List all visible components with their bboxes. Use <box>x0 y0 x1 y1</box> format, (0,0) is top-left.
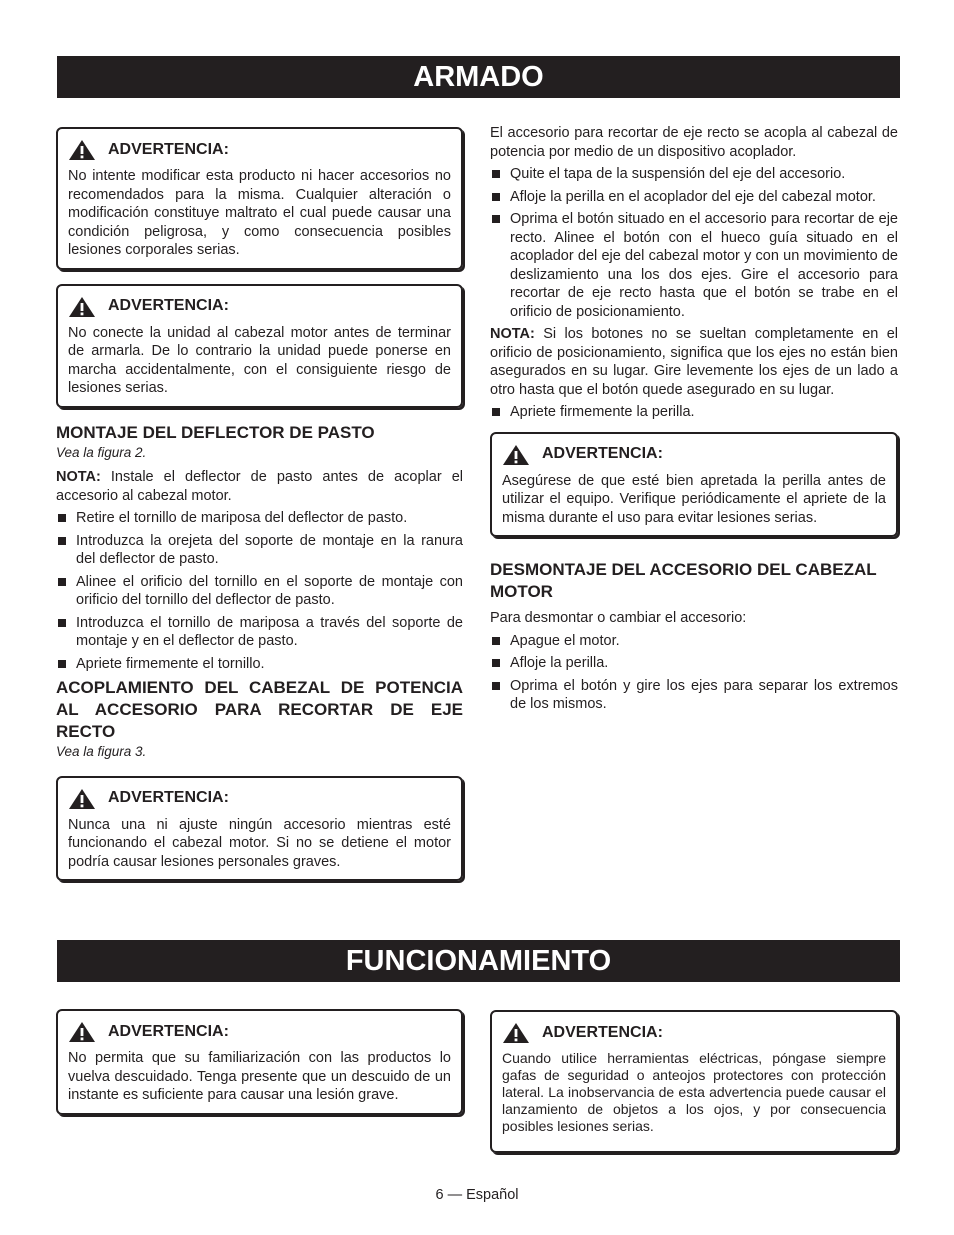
warning-triangle-icon <box>68 296 96 318</box>
bullet-list <box>56 509 463 673</box>
left-column <box>56 127 463 895</box>
warning-label: ADVERTENCIA: <box>542 1023 663 1041</box>
funcionamiento-left <box>56 1009 463 1129</box>
list-item: Introduzca la orejeta del soporte de montaje en la ranura del deflector de pasto. <box>56 532 463 569</box>
right-column <box>490 124 898 718</box>
warning-triangle-icon <box>502 1022 530 1044</box>
warning-label: ADVERTENCIA: <box>108 1022 229 1040</box>
warning-box <box>490 1010 898 1153</box>
warning-header <box>68 788 451 810</box>
bullet-square-icon <box>58 619 66 627</box>
note-paragraph <box>490 325 898 399</box>
bullet-square-icon <box>492 170 500 178</box>
bullet-square-icon <box>58 578 66 586</box>
warning-header <box>68 139 451 161</box>
bullet-square-icon <box>492 682 500 690</box>
warning-text: Nunca una ni ajuste ningún accesorio mientras esté funcionando el cabezal motor. Si no se detiene el motor podría causar lesiones personales graves. <box>68 816 451 870</box>
list-item: Oprima el botón situado en el accesorio para recortar de eje recto. Alinee el botón con el hueco guía situado en el acoplador del eje del cabezal motor y con un movimiento de deslizamiento una los dos ejes. Gire el accesorio para recortar de eje recto hasta que el botón se trabe en el orificio de posicionamiento. <box>490 210 898 321</box>
warning-triangle-icon <box>68 788 96 810</box>
bullet-list <box>490 632 898 714</box>
warning-box <box>56 1009 463 1115</box>
warning-label: ADVERTENCIA: <box>542 445 663 463</box>
section-banner-armado: ARMADO <box>57 56 900 98</box>
bullet-square-icon <box>58 537 66 545</box>
section-heading-desmontaje: DESMONTAJE DEL ACCESORIO DEL CABEZAL MOTOR <box>490 560 877 601</box>
list-item: Oprima el botón y gire los ejes para separar los extremos de los mismos. <box>490 677 898 714</box>
list-item: Introduzca el tornillo de mariposa a través del soporte de montaje y en el deflector de pasto. <box>56 614 463 651</box>
bullet-list <box>490 403 898 422</box>
warning-triangle-icon <box>68 139 96 161</box>
intro-paragraph: Para desmontar o cambiar el accesorio: <box>490 610 747 626</box>
warning-box <box>490 432 898 538</box>
note-text: Si los botones no se sueltan completamente en el orificio de posicionamiento, significa que los ejes no están bien asegurados en su lugar. Gire levemente los ejes de un lado a otro hasta que el botón quede asegurado en su lugar. <box>490 326 898 398</box>
bullet-square-icon <box>492 193 500 201</box>
figure-reference: Vea la figura 2. <box>56 444 147 460</box>
section-banner-funcionamiento: FUNCIONAMIENTO <box>57 940 900 982</box>
warning-box <box>56 284 463 408</box>
bullet-square-icon <box>492 215 500 223</box>
warning-box <box>56 776 463 882</box>
warning-header <box>68 296 451 318</box>
warning-text: Asegúrese de que esté bien apretada la perilla antes de utilizar el equipo. Verifique periódicamente el apriete de la misma durante el uso para evitar lesiones serias. <box>502 472 886 526</box>
list-item: Retire el tornillo de mariposa del deflector de pasto. <box>56 509 463 528</box>
page-footer: 6 — Español <box>435 1187 519 1203</box>
list-item: Apriete firmemente la perilla. <box>490 403 898 422</box>
bullet-square-icon <box>492 408 500 416</box>
warning-box <box>56 127 463 270</box>
list-item: Quite el tapa de la suspensión del eje del accesorio. <box>490 165 898 184</box>
warning-label: ADVERTENCIA: <box>108 297 229 315</box>
list-item: Apriete firmemente el tornillo. <box>56 655 463 674</box>
warning-label: ADVERTENCIA: <box>108 789 229 807</box>
list-item: Afloje la perilla. <box>490 654 898 673</box>
section-heading-acoplamiento: ACOPLAMIENTO DEL CABEZAL DE POTENCIA AL ACCESORIO PARA RECORTAR DE EJE RECTO <box>56 678 463 741</box>
warning-label: ADVERTENCIA: <box>108 140 229 158</box>
section-heading-deflector: MONTAJE DEL DEFLECTOR DE PASTO <box>56 422 375 442</box>
warning-text: No permita que su familiarización con las productos lo vuelva descuidado. Tenga presente que un descuido de un instante es suficiente para causar una lesión grave. <box>68 1050 451 1103</box>
warning-header <box>502 444 886 466</box>
bullet-square-icon <box>492 659 500 667</box>
note-paragraph <box>56 468 463 505</box>
warning-text: Cuando utilice herramientas eléctricas, póngase siempre gafas de seguridad o anteojos protectores con protección lateral. La inobservancia de esta advertencia puede causar el lanzamiento de objetos a los ojos, y por consecuencia posibles lesiones serias. <box>502 1050 886 1134</box>
funcionamiento-right <box>490 1010 898 1167</box>
note-text: Instale el deflector de pasto antes de acoplar el accesorio al cabezal motor. <box>56 469 463 504</box>
warning-header <box>502 1022 886 1044</box>
note-label: NOTA: <box>490 326 535 342</box>
warning-text: No conecte la unidad al cabezal motor antes de terminar de armarla. De lo contrario la unidad puede ponerse en marcha accidentalmente, con el consiguiente riesgo de lesiones serias. <box>68 324 451 396</box>
bullet-square-icon <box>58 660 66 668</box>
bullet-square-icon <box>58 514 66 522</box>
list-item: Afloje la perilla en el acoplador del eje del cabezal motor. <box>490 188 898 207</box>
list-item: Apague el motor. <box>490 632 898 651</box>
figure-reference: Vea la figura 3. <box>56 744 147 759</box>
note-label: NOTA: <box>56 469 101 485</box>
warning-header <box>68 1021 451 1043</box>
warning-text: No intente modificar esta producto ni hacer accesorios no recomendados para la misma. Cualquier alteración o modificación constituye maltrato el cual puede causar una condición peligrosa, y como consecuencia posibles lesiones corporales serias. <box>68 168 451 258</box>
list-item: Alinee el orificio del tornillo en el soporte de montaje con orificio del tornillo del deflector de pasto. <box>56 573 463 610</box>
intro-paragraph: El accesorio para recortar de eje recto se acopla al cabezal de potencia por medio de un dispositivo acoplador. <box>490 125 898 160</box>
warning-triangle-icon <box>68 1021 96 1043</box>
bullet-list <box>490 165 898 321</box>
warning-triangle-icon <box>502 444 530 466</box>
bullet-square-icon <box>492 637 500 645</box>
